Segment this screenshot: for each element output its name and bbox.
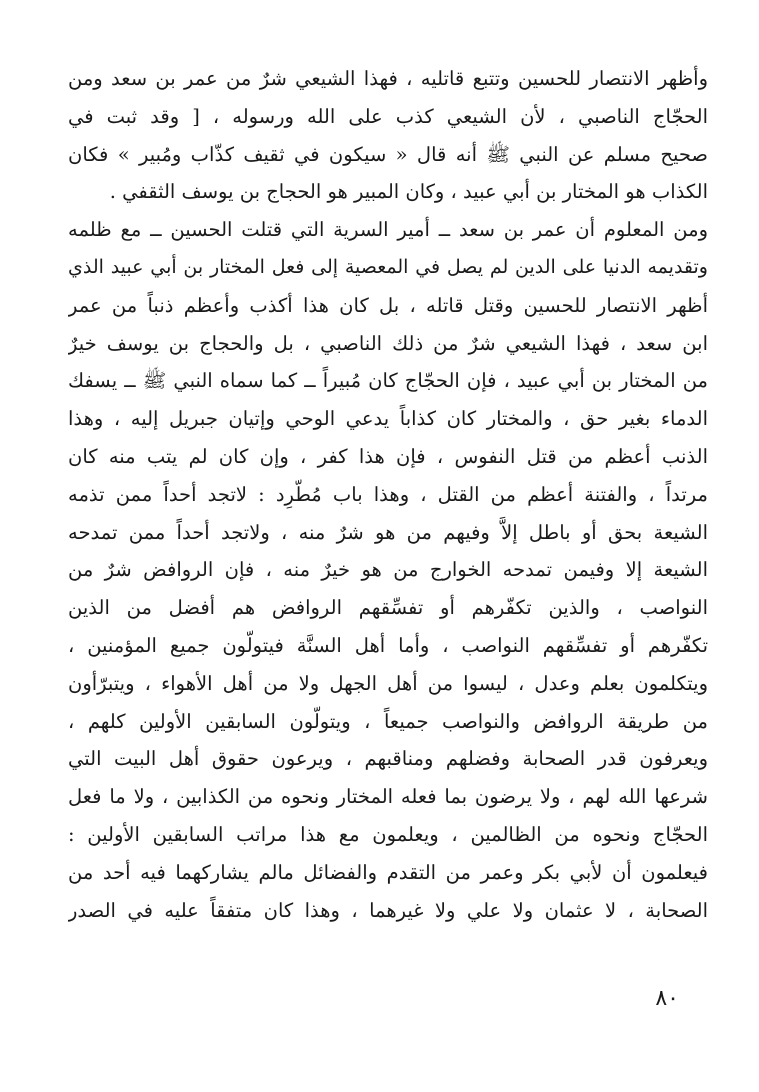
text-line: تكفّرهم أو تفسِّقهم النواصب ، وأما أهل السنَّة فيتولّون جميع المؤمنين ، [68, 633, 708, 657]
text-line: صحيح مسلم عن النبي ﷺ أنه قال « سيكون في ثقيف كذّاب ومُبير » فكان [68, 142, 708, 166]
text-block [68, 60, 708, 929]
text-line: الذنب أعظم من قتل النفوس ، فإن هذا كفر ، وإن كان لم يتب منه كان [68, 444, 708, 468]
text-line: الصحابة ، لا عثمان ولا علي ولا غيرهما ، وهذا كان متفقاً عليه في الصدر [68, 898, 708, 922]
text-line: وتقديمه الدنيا على الدين لم يصل في المعصية إلى فعل المختار بن أبي عبيد الذي [68, 255, 708, 278]
text-line: وأظهر الانتصار للحسين وتتبع قاتليه ، فهذا الشيعي شرٌ من عمر بن سعد ومن [68, 67, 708, 90]
page-number: ٨٠ [655, 986, 679, 1011]
text-line: الحجّاج ونحوه من الظالمين ، ويعلمون مع هذا مراتب السابقين الأولين : [68, 822, 708, 846]
text-line: ويعرفون قدر الصحابة وفضلهم ومناقبهم ، ويرعون حقوق أهل البيت التي [68, 747, 708, 771]
text-line: ابن سعد ، فهذا الشيعي شرٌ من ذلك الناصبي ، بل والحجاج بن يوسف خيرٌ [68, 331, 708, 355]
text-line: النواصب ، والذين تكفّرهم أو تفسِّقهم الروافض هم أفضل من الذين [68, 596, 708, 620]
text-line: الشيعة بحق أو باطل إلاَّ وفيهم من هو شرٌ منه ، ولاتجد أحداً ممن تمدحه [68, 520, 708, 544]
page-body [68, 60, 708, 1050]
text-line: ومن المعلوم أن عمر بن سعد ــ أمير السرية التي قتلت الحسين ــ مع ظلمه [68, 218, 708, 242]
text-line: الدماء بغير حق ، والمختار كان كذاباً يدعي الوحي وإتيان جبريل إليه ، وهذا [68, 407, 708, 431]
text-line: الكذاب هو المختار بن أبي عبيد ، وكان المبير هو الحجاج بن يوسف الثقفي . [109, 180, 708, 204]
text-line: فيعلمون أن لأبي بكر وعمر من التقدم والفضائل مالم يشاركهما فيه أحد من [68, 860, 708, 884]
text-line: الشيعة إلا وفيمن تمدحه الخوارج من هو خيرٌ منه ، فإن الروافض شرٌ من [68, 558, 708, 582]
text-line: شرعها الله لهم ، ولا يرضون بما فعله المختار ونحوه من الكذابين ، ولا ما فعل [68, 785, 708, 809]
text-line: مرتداً ، والفتنة أعظم من القتل ، وهذا باب مُطّرِد : لاتجد أحداً ممن تذمه [68, 482, 708, 506]
text-line: من طريقة الروافض والنواصب جميعاً ، ويتولّون السابقين الأولين كلهم ، [68, 709, 708, 733]
text-line: أظهر الانتصار للحسين وقتل قاتله ، بل كان هذا أكذب وأعظم ذنباً من عمر [68, 293, 708, 317]
text-line: من المختار بن أبي عبيد ، فإن الحجّاج كان مُبيراً ــ كما سماه النبي ﷺ ــ يسفك [68, 369, 708, 393]
text-line: ويتكلمون بعلم وعدل ، ليسوا من أهل الجهل ولا من أهل الأهواء ، ويتبرّأون [68, 671, 708, 695]
text-line: الحجّاج الناصبي ، لأن الشيعي كذب على الله ورسوله ، [ وقد ثبت في [68, 104, 708, 128]
